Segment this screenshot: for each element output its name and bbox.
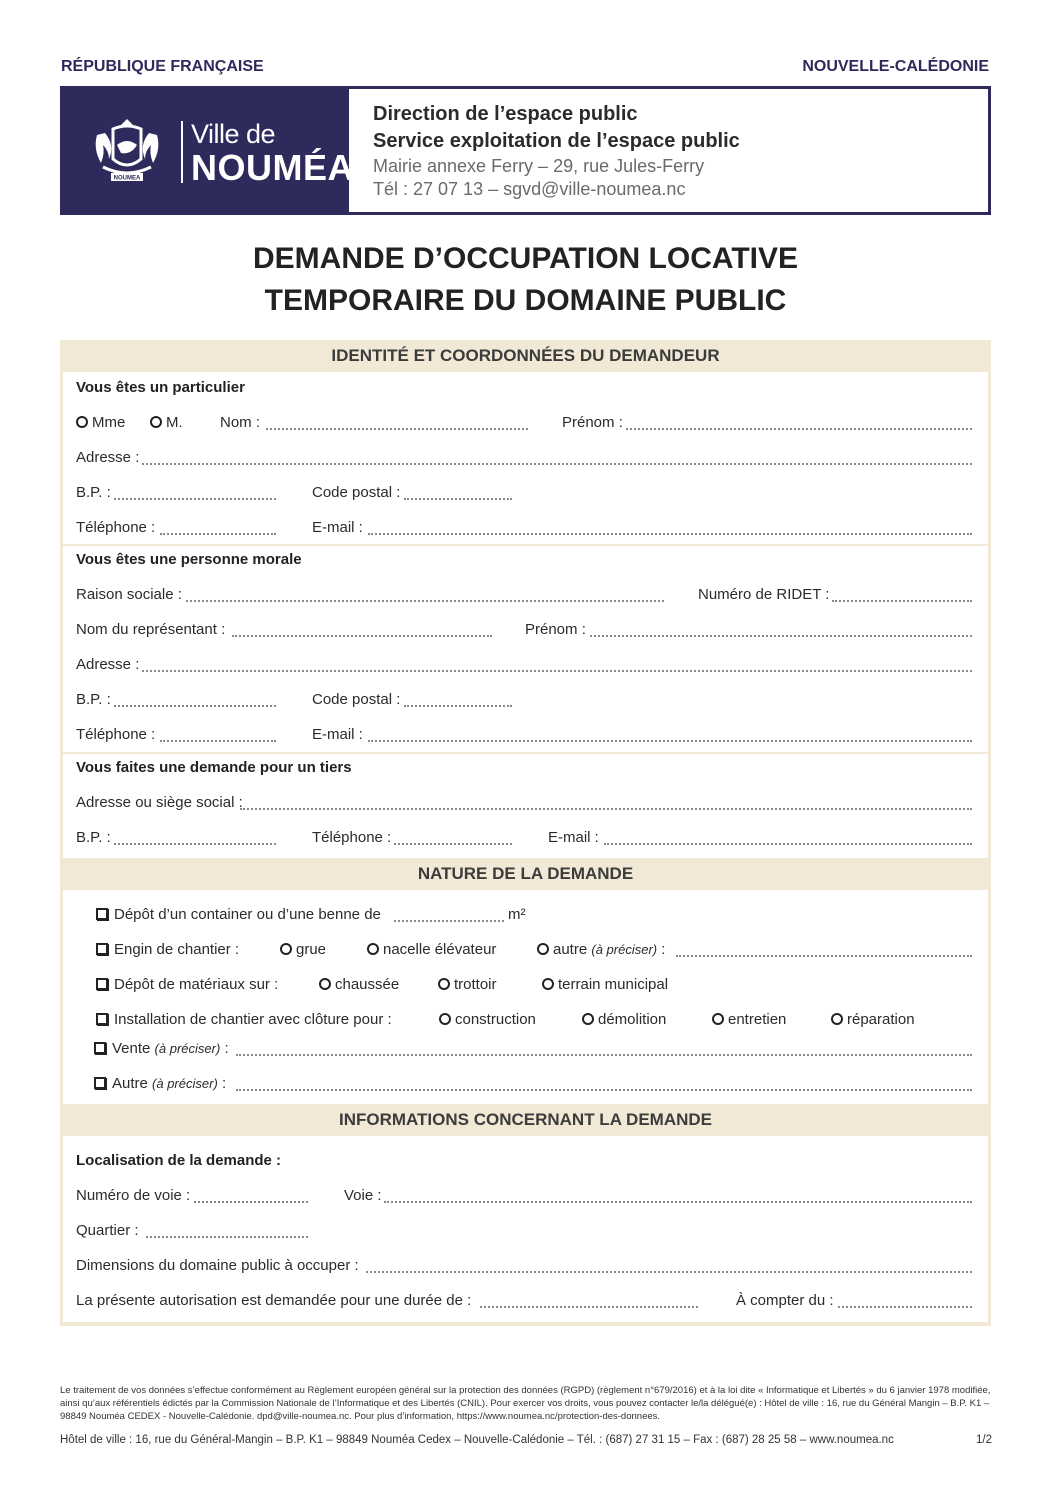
checkbox-icon [96, 908, 108, 920]
trottoir-option[interactable]: trottoir [438, 974, 497, 996]
service-contact: Tél : 27 07 13 – sgvd@ville-noumea.nc [373, 179, 686, 199]
morale-code-postal-field[interactable] [404, 689, 512, 711]
installation-row [76, 1009, 972, 1031]
m2-unit: m² [508, 906, 526, 923]
demolition-option[interactable]: démolition [582, 1009, 666, 1031]
container-size-field[interactable] [394, 904, 504, 926]
logo-ville-text: Ville de [191, 119, 276, 149]
a-compter-field[interactable] [838, 1290, 972, 1312]
raison-sociale-field[interactable] [186, 584, 664, 606]
autre-engin-option[interactable]: autre (à préciser) : [537, 939, 665, 961]
radio-icon [831, 1013, 843, 1025]
crest-caption: NOUMEA [113, 175, 141, 182]
container-row [76, 904, 972, 926]
telephone-label: Téléphone : [76, 519, 156, 536]
adresse-label: Adresse : [76, 449, 140, 466]
form-title [0, 238, 1051, 322]
radio-icon [582, 1013, 594, 1025]
installation-option[interactable]: Installation de chantier avec clôture pour : [96, 1009, 392, 1031]
voie-label: Voie : [344, 1187, 382, 1204]
nacelle-option[interactable]: nacelle élévateur [367, 939, 496, 961]
republique-label: RÉPUBLIQUE FRANÇAISE [61, 58, 264, 75]
nom-field[interactable] [266, 412, 528, 434]
morale-prenom-field[interactable] [590, 619, 972, 641]
tiers-bp-field[interactable] [114, 827, 276, 849]
ridet-field[interactable] [832, 584, 972, 606]
service-address: Mairie annexe Ferry – 29, rue Jules-Ferry [373, 156, 705, 176]
tiers-adresse-label: Adresse ou siège social : [76, 794, 243, 811]
dimensions-row [76, 1255, 972, 1277]
particulier-name-row [76, 412, 972, 434]
direction-name: Direction de l’espace public [373, 103, 638, 125]
tiers-bp-label: B.P. : [76, 829, 111, 846]
raison-sociale-label: Raison sociale : [76, 586, 182, 603]
autre-engin-field[interactable] [676, 939, 972, 961]
morale-representant-row [76, 619, 972, 641]
dimensions-field[interactable] [366, 1255, 972, 1277]
morale-email-label: E-mail : [312, 726, 363, 743]
morale-title: Vous êtes une personne morale [76, 551, 302, 568]
page-footer [60, 1434, 992, 1446]
voie-field[interactable] [384, 1185, 972, 1207]
bp-label: B.P. : [76, 484, 111, 501]
autre-row [76, 1073, 972, 1095]
tiers-email-label: E-mail : [548, 829, 599, 846]
city-logo [63, 89, 354, 212]
telephone-field[interactable] [160, 517, 276, 539]
reparation-option[interactable]: réparation [831, 1009, 915, 1031]
morale-telephone-field[interactable] [160, 724, 276, 746]
numero-voie-field[interactable] [194, 1185, 308, 1207]
radio-icon [542, 978, 554, 990]
morale-code-postal-label: Code postal : [312, 691, 401, 708]
identity-section-heading: IDENTITÉ ET COORDONNÉES DU DEMANDEUR [331, 346, 720, 365]
morale-prenom-label: Prénom : [525, 621, 586, 638]
code-postal-label: Code postal : [312, 484, 401, 501]
radio-icon [280, 943, 292, 955]
particulier-title: Vous êtes un particulier [76, 379, 245, 396]
radio-icon [319, 978, 331, 990]
duree-row [76, 1290, 972, 1312]
nom-label: Nom : [220, 414, 261, 431]
morale-telephone-label: Téléphone : [76, 726, 156, 743]
header-box [60, 86, 991, 215]
territory-label: NOUVELLE-CALÉDONIE [802, 58, 989, 75]
service-name: Service exploitation de l’espace public [373, 130, 740, 152]
title-mme-option[interactable]: Mme [76, 412, 125, 434]
checkbox-icon [94, 1077, 106, 1089]
form-body [60, 340, 991, 1326]
department-info [373, 101, 740, 201]
engin-row [76, 939, 972, 961]
ridet-label: Numéro de RIDET : [698, 586, 830, 603]
tiers-panel [63, 754, 988, 858]
tiers-contact-row [76, 827, 972, 849]
adresse-field[interactable] [142, 447, 972, 469]
email-label: E-mail : [312, 519, 363, 536]
tiers-telephone-label: Téléphone : [312, 829, 392, 846]
bp-field[interactable] [114, 482, 276, 504]
morale-bp-label: B.P. : [76, 691, 111, 708]
duree-label: La présente autorisation est demandée pour une durée de : [76, 1292, 472, 1309]
particulier-address-row [76, 447, 972, 469]
representant-field[interactable] [232, 619, 492, 641]
info-section-heading: INFORMATIONS CONCERNANT LA DEMANDE [338, 1110, 713, 1129]
checkbox-icon [96, 978, 108, 990]
checkbox-icon [94, 1042, 106, 1054]
title-line-2: TEMPORAIRE DU DOMAINE PUBLIC [264, 284, 787, 317]
a-compter-label: À compter du : [736, 1292, 834, 1309]
code-postal-field[interactable] [404, 482, 512, 504]
city-crest-icon [91, 115, 163, 187]
autre-field[interactable] [236, 1073, 972, 1095]
engin-option[interactable]: Engin de chantier : [96, 939, 239, 961]
radio-icon [438, 978, 450, 990]
dimensions-label: Dimensions du domaine public à occuper : [76, 1257, 359, 1274]
tiers-address-row [76, 792, 972, 814]
vente-row [76, 1038, 972, 1060]
radio-icon [537, 943, 549, 955]
autre-option[interactable]: Autre (à préciser) : [94, 1073, 226, 1095]
quartier-field[interactable] [146, 1220, 308, 1242]
particulier-bp-row [76, 482, 972, 504]
radio-icon [367, 943, 379, 955]
page-number: 1/2 [976, 1434, 992, 1446]
materiaux-option[interactable]: Dépôt de matériaux sur : [96, 974, 278, 996]
particulier-contact-row [76, 517, 972, 539]
localisation-title: Localisation de la demande : [76, 1152, 282, 1169]
top-bar [61, 58, 989, 80]
numero-voie-label: Numéro de voie : [76, 1187, 191, 1204]
duree-field[interactable] [480, 1290, 698, 1312]
radio-icon [76, 416, 88, 428]
morale-raison-row [76, 584, 972, 606]
quartier-label: Quartier : [76, 1222, 139, 1239]
logo-divider [181, 121, 183, 183]
grue-option[interactable]: grue [280, 939, 326, 961]
morale-contact-row [76, 724, 972, 746]
vente-field[interactable] [236, 1038, 972, 1060]
vente-option[interactable]: Vente (à préciser) : [94, 1038, 229, 1060]
morale-adresse-field[interactable] [142, 654, 972, 676]
quartier-row [76, 1220, 972, 1242]
radio-icon [439, 1013, 451, 1025]
entretien-option[interactable]: entretien [712, 1009, 786, 1031]
radio-icon [150, 416, 162, 428]
checkbox-icon [96, 943, 108, 955]
nature-section-heading: NATURE DE LA DEMANDE [417, 864, 634, 883]
nature-panel [63, 890, 988, 1104]
prenom-field[interactable] [626, 412, 972, 434]
chaussee-option[interactable]: chaussée [319, 974, 399, 996]
materiaux-row [76, 974, 972, 996]
construction-option[interactable]: construction [439, 1009, 536, 1031]
title-line-1: DEMANDE D’OCCUPATION LOCATIVE [253, 242, 798, 275]
morale-bp-field[interactable] [114, 689, 276, 711]
info-panel [63, 1136, 988, 1322]
representant-label: Nom du représentant : [76, 621, 226, 638]
legal-notice: Le traitement de vos données s’effectue conformément au Règlement européen général sur la protection des données (RGPD) (règlement n°679/2016) et à la loi dite « Informatique et Libertés » du 6 janvier 1978 modifiée, ainsi qu’aux référentiels édictés par la Commission Nationale de l’Informatique et des Libertés (CNIL). Pour exercer vos droits, vous pouvez contacter le/la délégué(e) : Hôtel de ville : 16, rue du Général Mangin – B.P. K1 – 98849 Nouméa CEDEX - Nouvelle-Calédonie. dpd@ville-noumea.nc. Pour plus d’information, https://www.noumea.nc/protection-des-donnees. [60, 1385, 991, 1422]
prenom-label: Prénom : [562, 414, 623, 431]
morale-email-field[interactable] [368, 724, 972, 746]
container-option[interactable]: Dépôt d’un container ou d’une benne de [96, 904, 381, 926]
tiers-email-field[interactable] [604, 827, 972, 849]
title-m-option[interactable]: M. [150, 412, 183, 434]
email-field[interactable] [368, 517, 972, 539]
morale-address-row [76, 654, 972, 676]
morale-panel [63, 546, 988, 752]
logo-city-text: NOUMÉA [191, 147, 354, 188]
voie-row [76, 1185, 972, 1207]
tiers-title: Vous faites une demande pour un tiers [76, 759, 352, 776]
checkbox-icon [96, 1013, 108, 1025]
terrain-option[interactable]: terrain municipal [542, 974, 668, 996]
tiers-adresse-field[interactable] [240, 792, 972, 814]
particulier-panel [63, 372, 988, 544]
tiers-telephone-field[interactable] [394, 827, 512, 849]
morale-bp-row [76, 689, 972, 711]
radio-icon [712, 1013, 724, 1025]
morale-adresse-label: Adresse : [76, 656, 140, 673]
footer-address: Hôtel de ville : 16, rue du Général-Mangin – B.P. K1 – 98849 Nouméa Cedex – Nouvelle-Calédonie – Tél. : (687) 27 31 15 – Fax : (687) 28 25 58 – www.noumea.nc [60, 1434, 894, 1446]
